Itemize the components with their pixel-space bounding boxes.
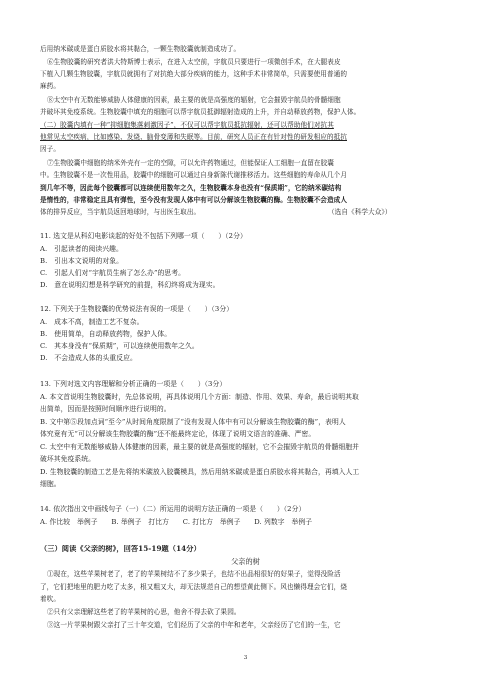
q11-option-a: A. 引起读者的阅读兴趣。	[40, 245, 123, 253]
passage-line: 中。生物胶囊不是一次性用品，胶囊中的细胞可以通过自身新陈代谢推移活力。这些细胞的寿命从几个月	[40, 171, 347, 179]
q13-option-c: C. 太空中有无数能够威胁人体健康的因素，最主要的就是高强度的辐射，它不会摧毁宇航员的骨髓细胞并	[40, 443, 359, 451]
passage-line: ⑧太空中有无数能够威胁人体健康的因素，最主要的就是高强度的辐射，它会摧毁宇航员的骨髓细胞	[47, 96, 341, 104]
q13-option-d-cont: 细胞。	[40, 480, 61, 488]
passage-line: 并破坏其免疫系统。生物胶囊中填充的细胞可以帮宇航员抵御辐射造成的上升，并自动释放药物，保护人体。	[40, 108, 361, 116]
passage-line: ③这一片苹果树跟父亲打了三十年交道，它们经历了父亲的中年和老年，父亲经历了它们的一生，它	[47, 621, 341, 629]
question-14-stem: 14. 依次指出文中画线句子（一）（二）所运用的说明方法正确的一项是（ ）（2分）	[40, 505, 306, 513]
reading-title: 父亲的树	[231, 557, 260, 566]
q14-options: A. 作比较 举例子 B. 举例子 打比方 C. 打比方 举例子 D. 列数字 举例子	[40, 518, 313, 526]
underlined-sentence-2: （二）胶囊内填有一种“抑细胞集落刺激因子”，不仅可以帮宇航员抵抗辐射，还可以帮助他们对抗其	[40, 121, 334, 129]
q13-option-a-cont: 出简单，因而是按照时间顺序进行说明的。	[40, 405, 171, 413]
q11-option-d: D. 意在说明幻想是科学研究的前提，科幻终将成为现实。	[40, 281, 220, 289]
q11-option-b: B. 引出本文说明的对象。	[40, 257, 123, 265]
passage-line: ⑥生物胶囊的研究者洪大特斯博士表示，在进入太空前，宇航员只要进行一项微创手术，在大腿表皮	[47, 58, 341, 66]
passage-line: 是惰性的，非常稳定且具有弹性，至今没有发现人体中有可以分解该生物胶囊的酶。生物胶囊不会造成人	[40, 196, 347, 204]
passage-line: 体的排异反应，当宇航员返回地球时，与出医生取出。	[40, 208, 201, 216]
underlined-sentence-2-cont: 他常见太空疾病，比如感染、发烧、脑骨变薄和失眠等。目前，研究人员正在有针对性的研发相应的抵抗	[40, 133, 347, 141]
passage-line: ①现在，这些苹果树老了，老了的苹果树结不了多少果子，也结不出品相很好的好果子，觉得没险活	[47, 570, 341, 578]
passage-line: ⑦生物胶囊中细胞的纳米外壳有一定的空隙，可以允许药物通过，但能保证人工细胞一直留在胶囊	[47, 159, 334, 167]
q13-option-a: A. 本文首说明生物胶囊时，先总体说明，再具体说明几个方面：制造、作用、效果、寿命，最后说明其取	[40, 393, 359, 401]
q12-option-b: B. 使用简单，自动释放药物，保护人体。	[40, 330, 172, 338]
passage-line: 下植入几颗生物胶囊，宇航员就拥有了对抗绝大部分疾病的能力，这种手术非常简单，只需要使用普通的	[40, 70, 347, 78]
question-13-stem: 13. 下列对选文内容理解和分析正确的一项是（ ）（3分）	[40, 380, 227, 388]
q13-option-c-cont: 破坏其免疫系统。	[40, 455, 96, 463]
q12-option-a: A. 成本不高，制造工艺不复杂。	[40, 318, 144, 326]
passage-source: （选自《科学大众》）	[328, 208, 392, 216]
section-3-header: （三）阅读《父亲的树》，回答15-19题（14分）	[40, 545, 201, 553]
q13-option-b-cont: 体究竟有无“可以分解该生物胶囊的酶”还不能最终定论，体现了说明文语言的准确、严密。	[40, 430, 316, 438]
q12-option-d: D. 不会造成人体的头重反应。	[40, 354, 137, 362]
passage-line: 麻药。	[40, 82, 61, 90]
page-number: 3	[243, 655, 248, 661]
passage-line: 因子。	[40, 145, 61, 153]
q13-option-d: D. 生物胶囊的制造工艺是先将纳米碳放入胶囊模具，然后用纳米碳或是蛋白质胶水将其黏合，再填入人工	[40, 468, 360, 476]
passage-line: 了，它们把地里的肥力吃了太多，根又粗又大，却无法规范自己的想望黄此侧下。风也懒得理会它们，烧	[40, 583, 347, 591]
passage-line: 着吹。	[40, 595, 61, 603]
question-11-stem: 11. 选文是从科幻电影谈起的好处不包括下列哪一项（ ）（2分）	[40, 232, 247, 240]
q13-option-b: B. 文中第⑤段加点词“至今”从时间角度限制了“没有发现人体中有可以分解该生物胶囊的酶”，表明人	[40, 418, 346, 426]
passage-line: 到几年不等，因此每个胶囊都可以连续使用数年之久，生物胶囊本身也没有“保质期”，它的纳米碳结构	[40, 184, 342, 192]
passage-line: ②只有父亲理解这些老了的苹果树的心思，他舍不得去砍了果园。	[47, 608, 241, 616]
passage-line: 后用纳米碳或是蛋白质胶水将其黏合，一颗生物胶囊就制造成功了。	[40, 45, 241, 53]
q11-option-c: C. 引起人们对“宇航员生病了怎么办”的思考。	[40, 269, 186, 277]
question-12-stem: 12. 下列关于生物胶囊的优势说法有误的一项是（ ）（3分）	[40, 305, 234, 313]
q12-option-c: C. 其本身没有“保质期”，可以连续使用数年之久。	[40, 342, 199, 350]
